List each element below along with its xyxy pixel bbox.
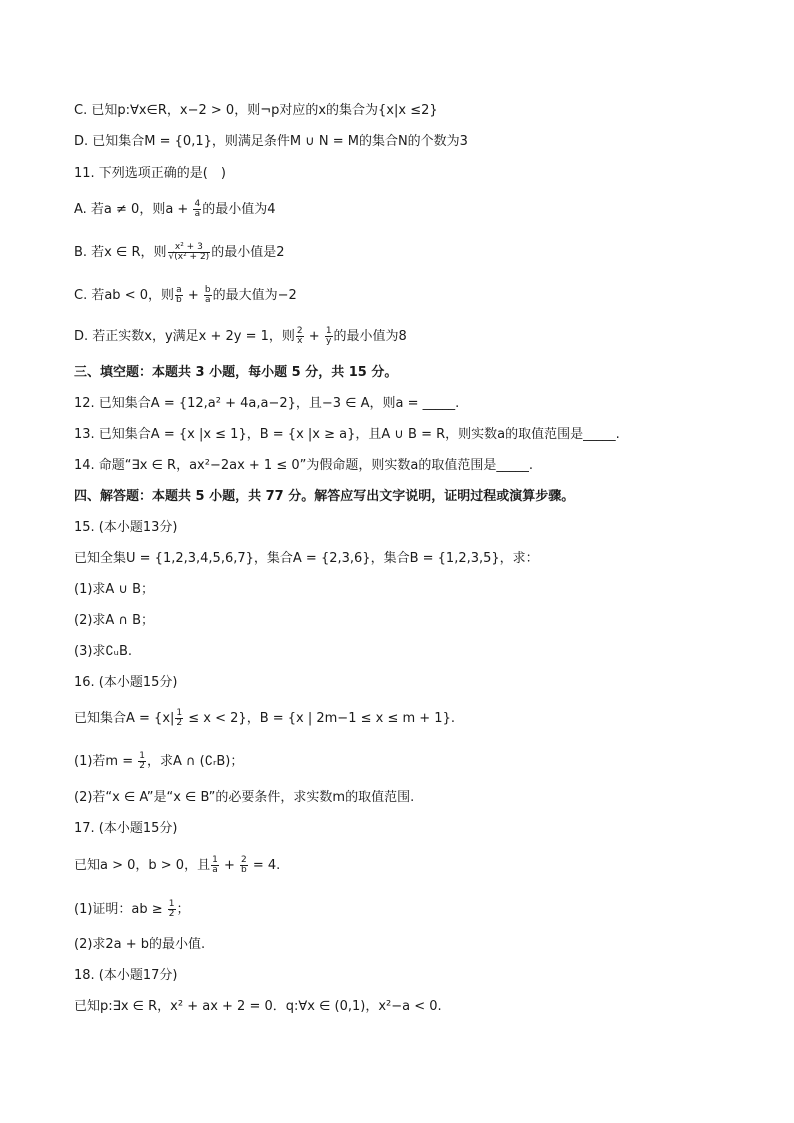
fraction [168, 900, 176, 919]
fraction [193, 200, 201, 219]
question-11-stem: 11. 下列选项正确的是( ) [74, 166, 226, 181]
question-16-stem-pre: 已知集合A = {x| [74, 711, 175, 726]
numerator: 1 [325, 326, 332, 336]
fraction [168, 243, 211, 262]
question-17-header: 17. (本小题15分) [74, 821, 178, 836]
fraction [325, 327, 333, 346]
question-16-part-2: (2)若“x ∈ A”是“x ∈ B”的必要条件，求实数m的取值范围. [74, 790, 415, 805]
question-15-part-2: (2)求A ∩ B； [74, 613, 155, 628]
question-17-part-1-pre: (1)证明：ab ≥ [74, 902, 167, 917]
denominator: √(x² + 2) [168, 252, 210, 262]
option-11d-post: 的最小值为8 [333, 329, 407, 344]
fraction [175, 709, 183, 728]
numerator: 4 [194, 199, 201, 209]
question-16-part-1 [74, 752, 243, 771]
plus-sign: + [304, 329, 324, 344]
question-14: 14. 命题“∃x ∈ R，ax²−2ax + 1 ≤ 0”为假命题，则实数a的取值范围是_____. [74, 458, 533, 473]
question-16-stem-post: ≤ x < 2}，B = {x | 2m−1 ≤ x ≤ m + 1}. [184, 711, 455, 726]
denominator: a [194, 209, 201, 219]
question-17-part-2: (2)求2a + b的最小值. [74, 937, 206, 952]
option-11b-post: 的最小值是2 [211, 245, 285, 260]
question-17-part-1-post: ； [176, 902, 190, 917]
denominator: b [176, 295, 182, 305]
numerator: 2 [296, 326, 303, 336]
fraction [175, 286, 183, 305]
question-17-stem [74, 856, 280, 875]
option-11c-post: 的最大值为−2 [212, 288, 297, 303]
denominator: b [240, 865, 247, 875]
option-10d: D. 已知集合M = {0,1}，则满足条件M ∪ N = M的集合N的个数为3 [74, 134, 468, 149]
question-16-part-1-pre: (1)若m = [74, 754, 138, 769]
denominator: 2 [176, 718, 183, 728]
numerator: 1 [168, 899, 175, 909]
denominator: y [326, 336, 332, 346]
question-17-stem-pre: 已知a > 0，b > 0，且 [74, 858, 211, 873]
fraction [211, 856, 219, 875]
question-12: 12. 已知集合A = {12,a² + 4a,a−2}，且−3 ∈ A，则a = _____. [74, 396, 460, 411]
option-11a-post: 的最小值为4 [202, 202, 276, 217]
question-17-part-1 [74, 900, 190, 919]
plus-sign: + [183, 288, 203, 303]
denominator: a [204, 295, 211, 305]
question-18-stem: 已知p:∃x ∈ R，x² + ax + 2 = 0．q:∀x ∈ (0,1)，x²−a < 0. [74, 999, 442, 1014]
section-3-heading: 三、填空题：本题共 3 小题，每小题 5 分，共 15 分。 [74, 365, 398, 380]
question-15-stem: 已知全集U = {1,2,3,4,5,6,7}，集合A = {2,3,6}，集合B = {1,2,3,5}，求： [74, 551, 539, 566]
section-4-heading: 四、解答题：本题共 5 小题，共 77 分。解答应写出文字说明，证明过程或演算步骤。 [74, 489, 575, 504]
fraction [138, 752, 146, 771]
option-11c [74, 286, 297, 305]
option-11a-pre: A. 若a ≠ 0，则a + [74, 202, 193, 217]
question-18-header: 18. (本小题17分) [74, 968, 178, 983]
option-11d [74, 327, 407, 346]
numerator: b [204, 285, 211, 295]
question-16-stem [74, 709, 455, 728]
denominator: 2 [168, 909, 175, 919]
question-16-header: 16. (本小题15分) [74, 675, 178, 690]
question-15-part-1: (1)求A ∪ B； [74, 582, 155, 597]
option-11c-pre: C. 若ab < 0，则 [74, 288, 174, 303]
question-15-header: 15. (本小题13分) [74, 520, 178, 535]
numerator: 1 [212, 855, 218, 865]
numerator: 1 [176, 708, 183, 718]
question-16-part-1-post: ，求A ∩ (∁ᵣB)； [146, 754, 244, 769]
question-17-stem-post: = 4. [248, 858, 281, 873]
numerator: x² + 3 [168, 243, 211, 253]
option-11a [74, 200, 275, 219]
plus-sign: + [219, 858, 239, 873]
fraction [296, 327, 304, 346]
question-13: 13. 已知集合A = {x |x ≤ 1}，B = {x |x ≥ a}，且A ∪ B = R，则实数a的取值范围是_____. [74, 427, 620, 442]
denominator: 2 [139, 761, 145, 771]
denominator: x [297, 336, 303, 346]
numerator: a [176, 285, 182, 295]
fraction [204, 286, 212, 305]
fraction [240, 856, 248, 875]
option-11b [74, 243, 284, 262]
option-11b-pre: B. 若x ∈ R，则 [74, 245, 167, 260]
numerator: 2 [240, 855, 247, 865]
option-10c: C. 已知p:∀x∈R，x−2 > 0，则¬p对应的x的集合为{x|x ≤2} [74, 103, 438, 118]
numerator: 1 [139, 751, 145, 761]
question-15-part-3: (3)求∁ᵤB. [74, 644, 132, 659]
option-11d-pre: D. 若正实数x，y满足x + 2y = 1，则 [74, 329, 295, 344]
denominator: a [212, 865, 218, 875]
